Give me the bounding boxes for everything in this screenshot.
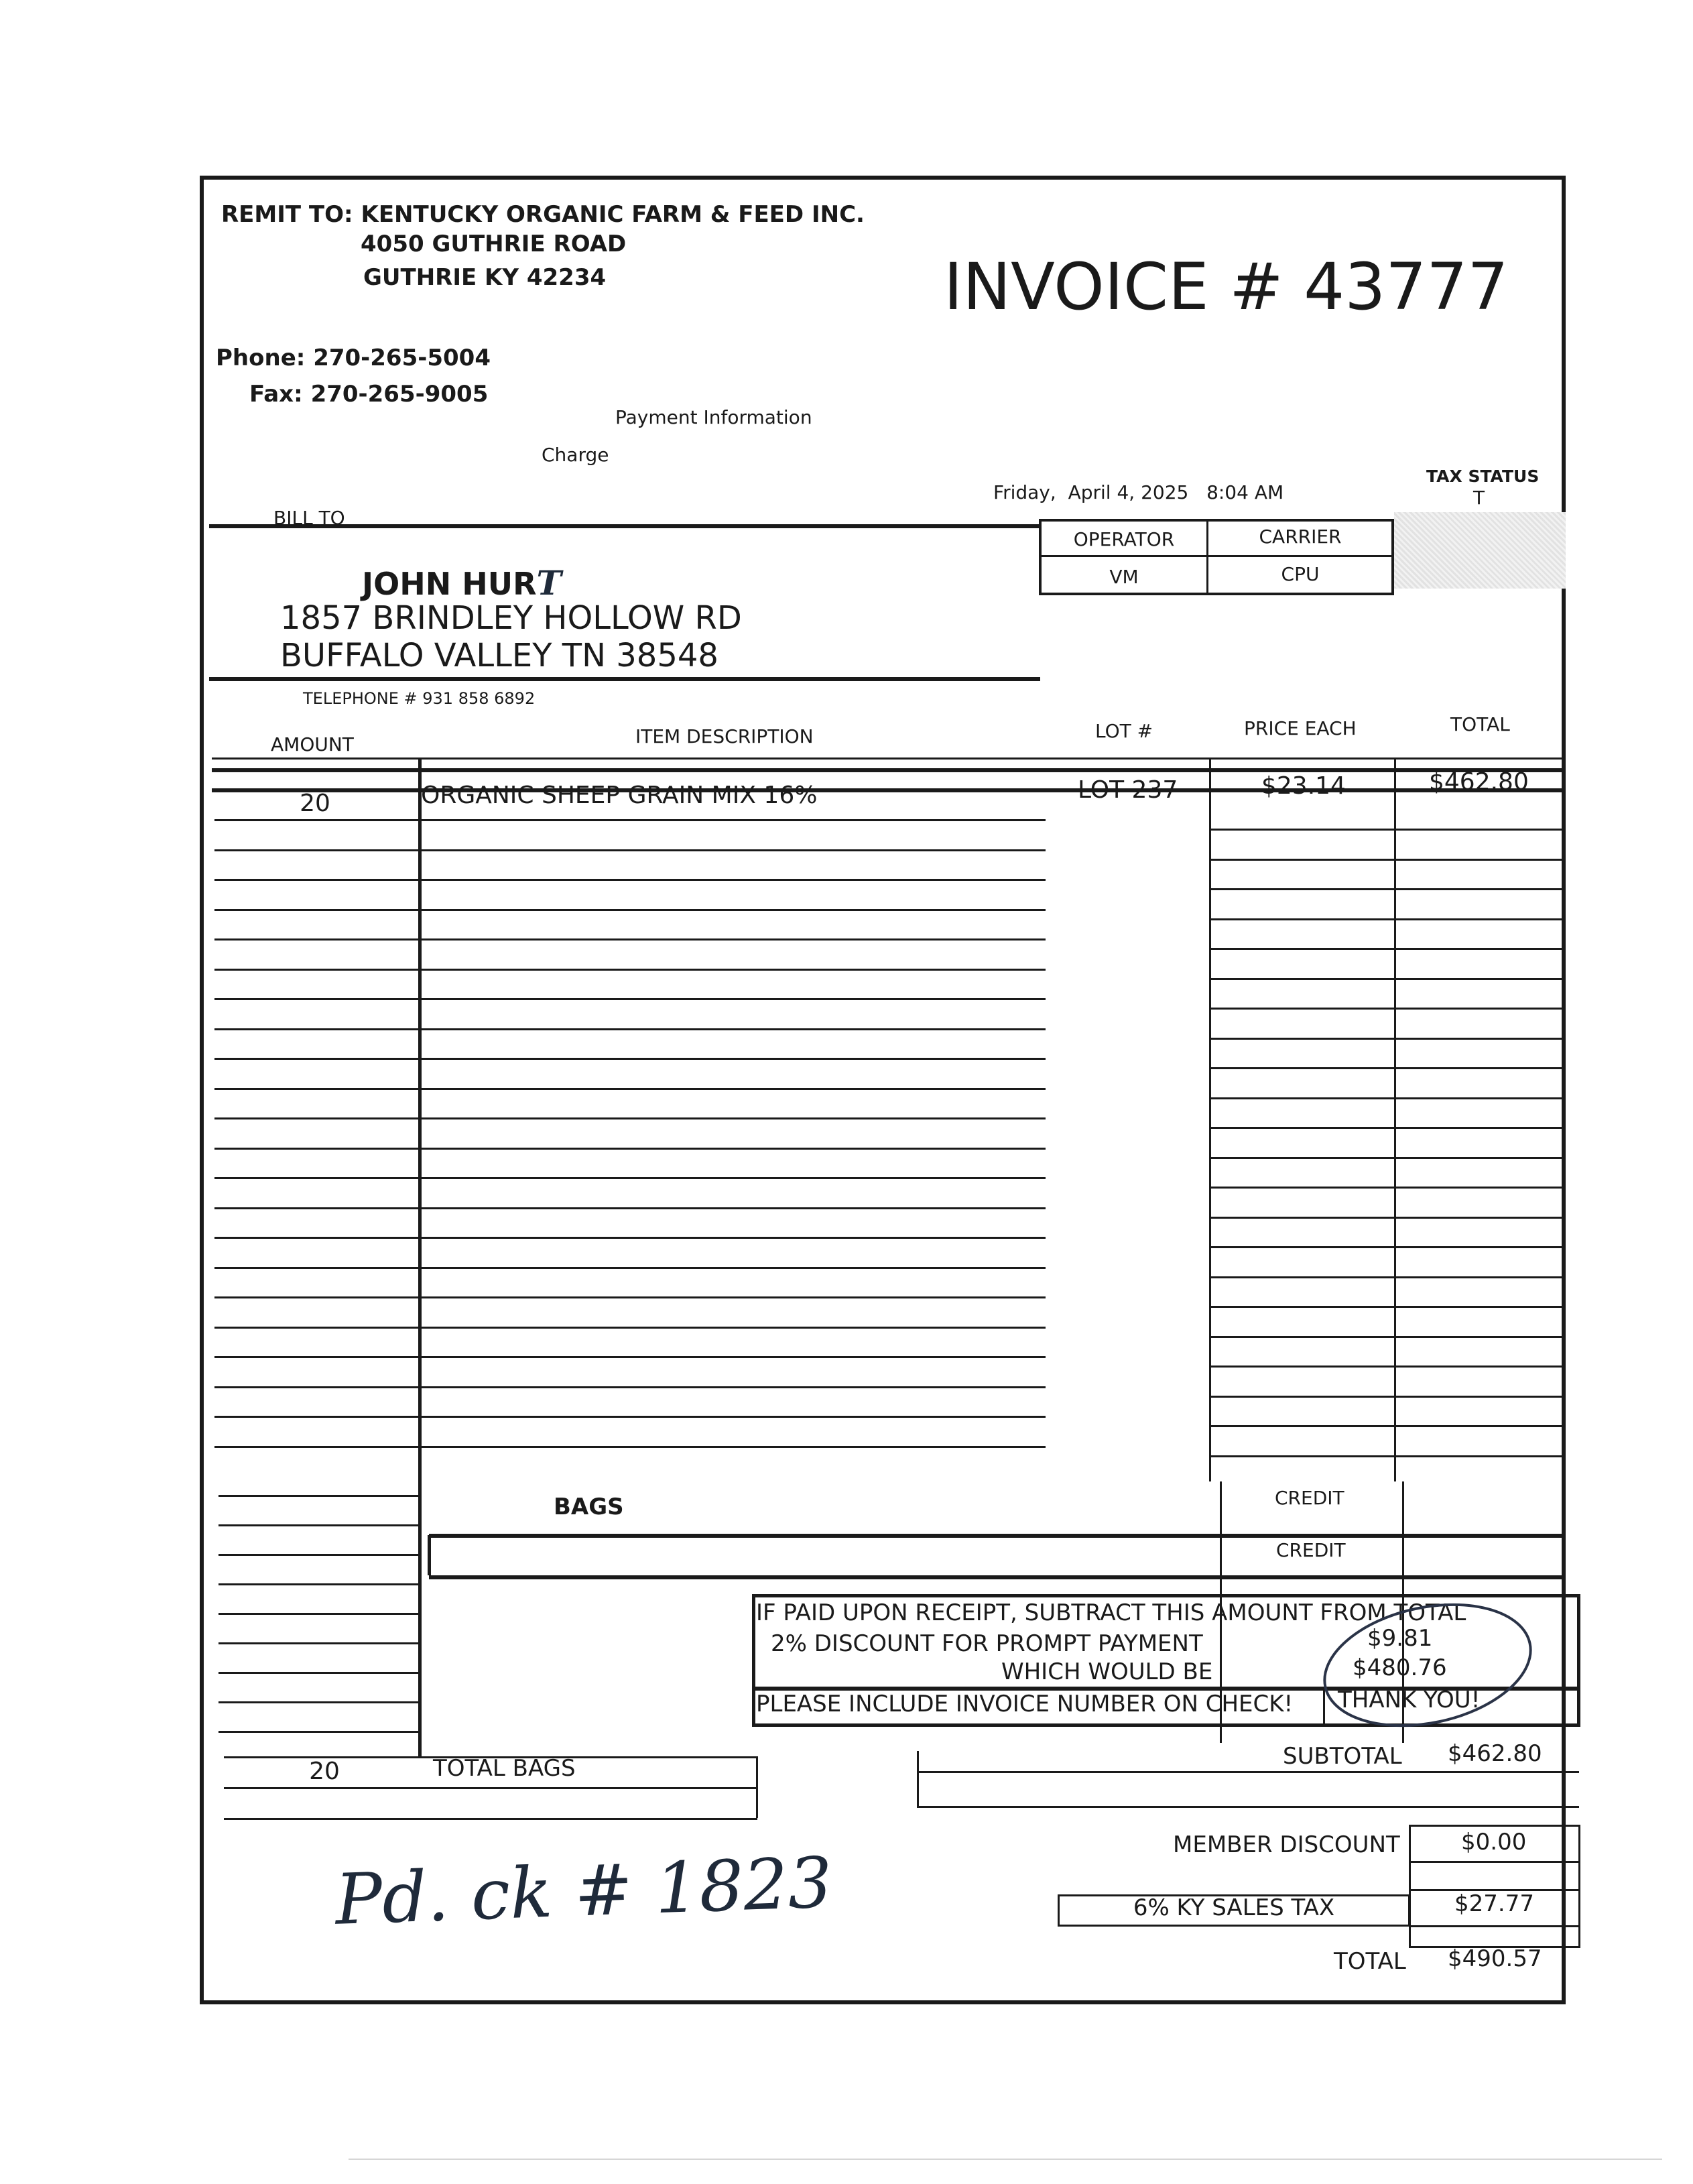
header-lot: LOT # xyxy=(1095,720,1153,742)
bags-left-border xyxy=(428,1535,431,1575)
table-body-top-line xyxy=(212,768,1566,772)
discount-amount: $9.81 xyxy=(1367,1625,1433,1652)
table-row-line xyxy=(214,1267,1046,1269)
fax-number: 270-265-9005 xyxy=(310,381,489,408)
table-row-line xyxy=(214,1148,1046,1150)
bags-line xyxy=(429,1534,1566,1538)
table-row-line xyxy=(214,849,1046,851)
bill-to-label: BILL TO xyxy=(273,507,345,529)
discount-would-be: $480.76 xyxy=(1353,1654,1447,1681)
remit-city: GUTHRIE KY 42234 xyxy=(363,264,607,291)
column-divider-lot xyxy=(1209,757,1211,1481)
operator-carrier-midline xyxy=(1039,555,1394,557)
member-discount-label: MEMBER DISCOUNT xyxy=(1173,1831,1400,1858)
table-row-line xyxy=(214,1177,1046,1179)
table-row-line xyxy=(1210,1157,1566,1159)
credit-label-2: CREDIT xyxy=(1276,1539,1346,1561)
table-row-line xyxy=(218,1554,420,1556)
credit-label-1: CREDIT xyxy=(1275,1487,1344,1509)
discount-line2: 2% DISCOUNT FOR PROMPT PAYMENT xyxy=(771,1630,1203,1657)
thank-you-note: THANK YOU! xyxy=(1338,1687,1481,1713)
table-row-line xyxy=(1210,1127,1566,1129)
table-row-line xyxy=(1210,948,1566,950)
tax-status-shade xyxy=(1394,512,1566,589)
member-discount-line xyxy=(1409,1861,1580,1863)
table-row-line xyxy=(214,1416,1046,1418)
customer-telephone: TELEPHONE # 931 858 6892 xyxy=(303,689,536,708)
subtotal-label: SUBTOTAL xyxy=(1283,1743,1402,1770)
header-total: TOTAL xyxy=(1450,713,1510,735)
scan-artifact-bottom xyxy=(349,2159,1662,2160)
please-include-note: PLEASE INCLUDE INVOICE NUMBER ON CHECK! xyxy=(756,1691,1294,1717)
table-row-line xyxy=(218,1495,420,1497)
bill-to-top-line xyxy=(209,524,1040,528)
table-row-line xyxy=(214,1117,1046,1119)
sales-tax-label: 6% KY SALES TAX xyxy=(1133,1894,1335,1921)
remit-company: KENTUCKY ORGANIC FARM & FEED INC. xyxy=(361,201,865,228)
table-row-line xyxy=(218,1613,420,1615)
tax-status-label: TAX STATUS xyxy=(1426,467,1540,486)
table-row-line xyxy=(1210,1008,1566,1010)
table-row-line xyxy=(1210,829,1566,831)
header-price: PRICE EACH xyxy=(1244,717,1357,739)
carrier-label: CARRIER xyxy=(1259,526,1342,548)
total-bags-label: TOTAL BAGS xyxy=(433,1755,576,1782)
table-row-line xyxy=(1210,1097,1566,1099)
table-row-line xyxy=(218,1583,420,1585)
discount-line1: IF PAID UPON RECEIPT, SUBTRACT THIS AMOUNT FROM TOTAL xyxy=(756,1599,1466,1626)
phone-line: Phone: 270-265-5004 xyxy=(216,345,491,371)
table-row-line xyxy=(214,909,1046,911)
table-row-line xyxy=(1210,1246,1566,1248)
customer-city: BUFFALO VALLEY TN 38548 xyxy=(280,637,718,674)
credit-line xyxy=(429,1575,1566,1579)
table-row-line xyxy=(1210,1336,1566,1338)
table-row-line xyxy=(1210,918,1566,920)
table-row-line xyxy=(214,1207,1046,1209)
sales-tax-value: $27.77 xyxy=(1454,1890,1534,1917)
subtotal-line xyxy=(917,1771,1579,1773)
table-row-line xyxy=(214,1237,1046,1239)
table-row-line xyxy=(1210,888,1566,890)
operator-label: OPERATOR xyxy=(1073,528,1175,550)
column-divider-amount xyxy=(418,757,422,1756)
invoice-title: INVOICE # 43777 xyxy=(944,249,1509,324)
handwritten-circle xyxy=(1314,1590,1542,1738)
header-description: ITEM DESCRIPTION xyxy=(635,725,814,747)
operator-carrier-divider xyxy=(1206,519,1208,595)
table-row-line xyxy=(1210,1396,1566,1398)
row-description: ORGANIC SHEEP GRAIN MIX 16% xyxy=(421,782,818,809)
row-total: $462.80 xyxy=(1429,768,1529,796)
table-row-line xyxy=(1210,1276,1566,1278)
phone-number: 270-265-5004 xyxy=(313,345,491,371)
table-row-line xyxy=(214,938,1046,941)
subtotal-left-border xyxy=(917,1751,919,1807)
total-bags-bottom-line xyxy=(224,1787,757,1789)
customer-street: 1857 BRINDLEY HOLLOW RD xyxy=(280,599,742,637)
table-row-line xyxy=(1210,1366,1566,1368)
table-row-line xyxy=(1210,859,1566,861)
table-row-line xyxy=(1210,1306,1566,1308)
table-row-line xyxy=(214,879,1046,881)
remit-label: REMIT TO: KENTUCKY ORGANIC FARM & FEED INC. xyxy=(221,201,865,228)
table-row-line xyxy=(218,1731,420,1733)
table-row-line xyxy=(214,1356,1046,1358)
table-row-line xyxy=(214,1386,1046,1388)
total-label: TOTAL xyxy=(1334,1948,1406,1975)
member-discount-value: $0.00 xyxy=(1461,1829,1527,1856)
table-row-line xyxy=(214,1296,1046,1298)
payment-info-label: Payment Information xyxy=(615,406,812,428)
table-row-line xyxy=(1210,1455,1566,1457)
total-bags-qty: 20 xyxy=(309,1758,340,1785)
handwritten-paid-note: Pd. ck # 1823 xyxy=(334,1841,834,1941)
customer-name-handwritten: T xyxy=(536,563,562,603)
table-row-line xyxy=(214,1028,1046,1030)
table-row-line xyxy=(218,1672,420,1674)
row-lot: LOT 237 xyxy=(1078,776,1178,804)
carrier-value: CPU xyxy=(1281,563,1320,585)
table-header-line xyxy=(212,757,1566,760)
table-row-line xyxy=(214,969,1046,971)
table-row-line xyxy=(214,1058,1046,1060)
row-price: $23.14 xyxy=(1261,772,1346,800)
total-value: $490.57 xyxy=(1448,1945,1542,1972)
operator-value: VM xyxy=(1109,566,1139,588)
table-row-line xyxy=(1210,1217,1566,1219)
table-row-line xyxy=(214,998,1046,1000)
table-row-line xyxy=(1210,978,1566,980)
member-discount-line-3 xyxy=(1409,1925,1580,1927)
header-amount: AMOUNT xyxy=(271,733,354,755)
invoice-date: Friday, April 4, 2025 8:04 AM xyxy=(993,481,1284,503)
table-row-line xyxy=(214,1327,1046,1329)
column-divider-total xyxy=(1394,757,1396,1481)
bags-label: BAGS xyxy=(554,1494,624,1520)
table-row-line xyxy=(214,819,1046,821)
table-row-line xyxy=(218,1701,420,1703)
table-row-line xyxy=(218,1642,420,1644)
total-bags-right-border xyxy=(756,1756,758,1818)
payment-method: Charge xyxy=(542,444,609,466)
table-row-line xyxy=(1210,1187,1566,1189)
bill-to-bottom-line xyxy=(209,677,1040,681)
row-amount: 20 xyxy=(300,790,330,817)
table-row-line xyxy=(1210,1038,1566,1040)
customer-name: JOHN HURT xyxy=(362,563,562,603)
remit-street: 4050 GUTHRIE ROAD xyxy=(361,231,627,257)
subtotal-lower-line xyxy=(917,1806,1579,1808)
table-row-line xyxy=(1210,1067,1566,1069)
total-bags-lower-line xyxy=(224,1818,757,1820)
table-row-line xyxy=(214,1446,1046,1448)
subtotal-value: $462.80 xyxy=(1448,1740,1542,1767)
discount-line3: WHICH WOULD BE xyxy=(1001,1658,1213,1685)
table-row-line xyxy=(218,1524,420,1526)
table-row-line xyxy=(214,1088,1046,1090)
table-row-line xyxy=(1210,1425,1566,1427)
fax-line: Fax: 270-265-9005 xyxy=(249,381,489,408)
tax-status-value: T xyxy=(1473,487,1485,509)
